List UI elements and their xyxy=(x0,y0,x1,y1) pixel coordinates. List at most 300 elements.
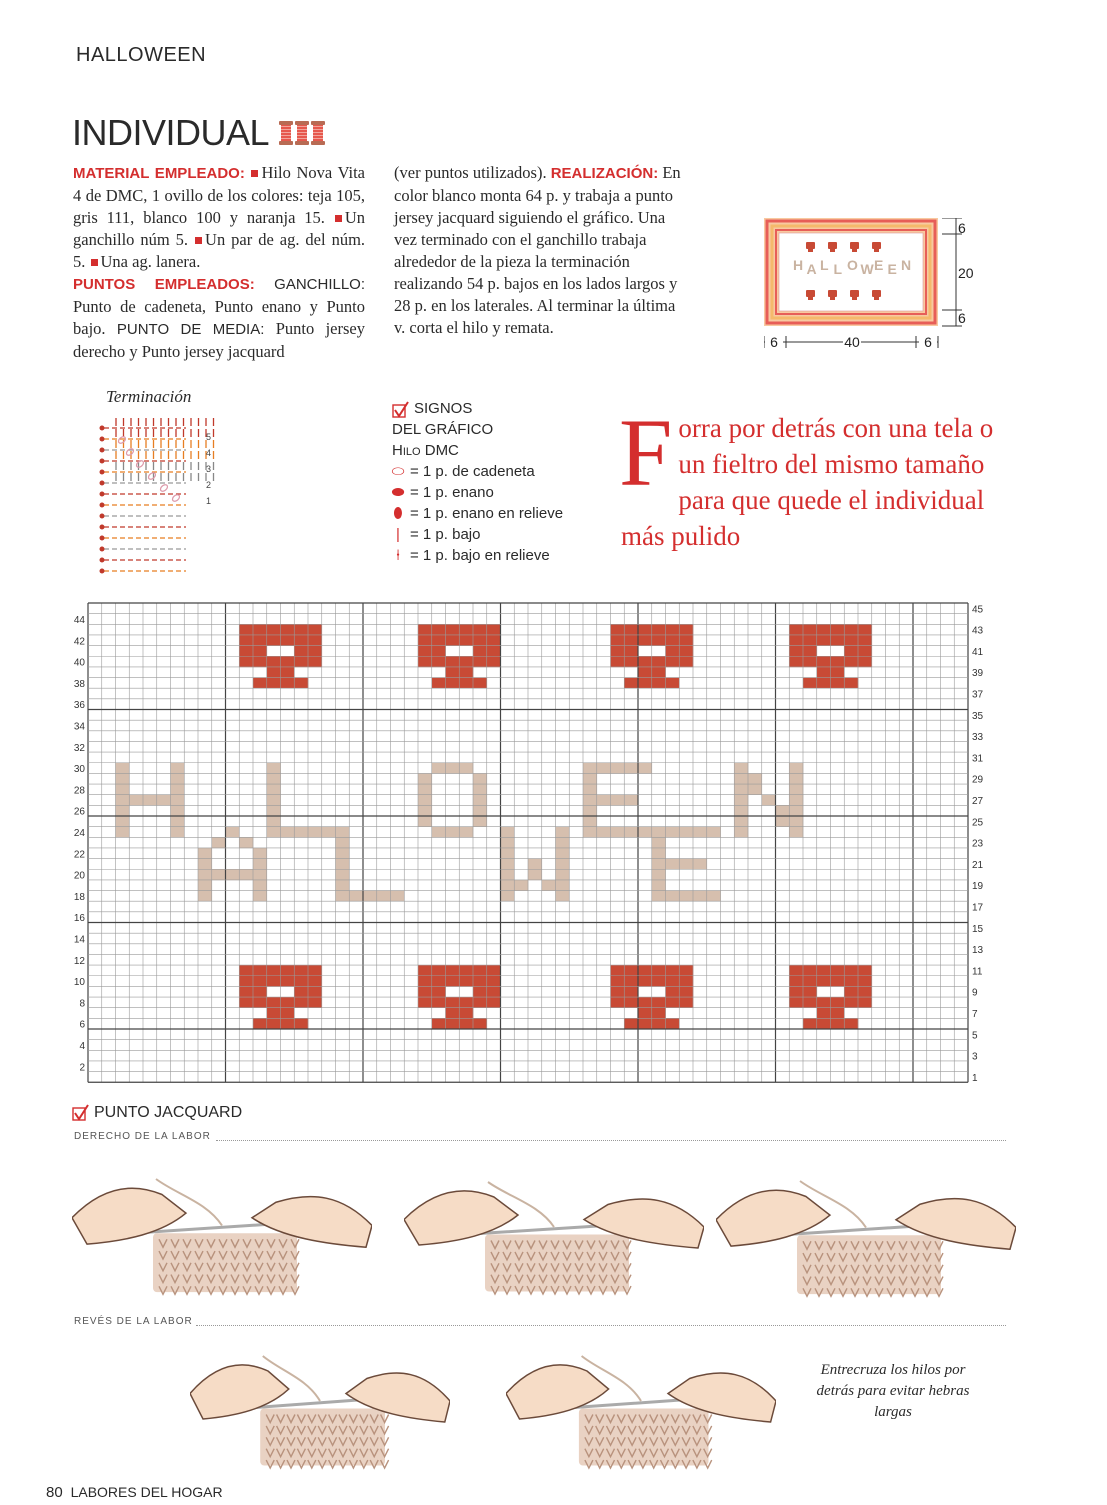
letter-cell xyxy=(116,784,130,795)
mini-skull xyxy=(828,242,837,249)
chain-loop xyxy=(171,493,180,502)
stitch-mark xyxy=(100,426,105,431)
skull-cell xyxy=(844,646,858,657)
letter-cell xyxy=(707,891,721,902)
letter-cell xyxy=(789,805,803,816)
letter-cell xyxy=(281,827,295,838)
letter-cell xyxy=(253,859,267,870)
mini-skull xyxy=(850,242,859,249)
signos-title: SIGNOS xyxy=(414,400,473,417)
skull-cell xyxy=(294,678,308,689)
letter-cell xyxy=(446,827,460,838)
letter-cell xyxy=(267,763,281,774)
skull-cell xyxy=(844,656,858,667)
letter-cell xyxy=(556,869,570,880)
skull-cell xyxy=(666,1018,680,1029)
row-label-left: 38 xyxy=(73,678,85,690)
skull-cell xyxy=(611,986,625,997)
skull-cell xyxy=(624,678,638,689)
mini-skull xyxy=(806,290,815,297)
letter-cell xyxy=(418,816,432,827)
stitch-mark xyxy=(100,503,105,508)
skull-cell xyxy=(281,976,295,987)
row-label-right: 13 xyxy=(972,945,984,957)
mini-skull xyxy=(828,290,837,297)
skull-cell xyxy=(487,986,501,997)
skull-cell xyxy=(666,635,680,646)
skull-cell xyxy=(253,678,267,689)
letter-cell xyxy=(583,773,597,784)
skull-cell xyxy=(638,976,652,987)
skull-cell xyxy=(666,986,680,997)
row-label-right: 39 xyxy=(972,668,984,680)
row-label-left: 6 xyxy=(79,1019,85,1031)
letter-cell xyxy=(116,816,130,827)
skull-cell xyxy=(281,667,295,678)
skull-cell xyxy=(817,997,831,1008)
media-note: (ver puntos utilizados). xyxy=(394,163,547,182)
skull-cell xyxy=(803,624,817,635)
skull-cell xyxy=(294,986,308,997)
letter-cell xyxy=(377,891,391,902)
puntos-label: PUNTOS EMPLEADOS: xyxy=(73,276,255,293)
skull-cell xyxy=(666,646,680,657)
letter-cell xyxy=(501,880,515,891)
stitch-mark xyxy=(100,558,105,563)
letter-cell xyxy=(789,784,803,795)
letter-cell xyxy=(143,795,157,806)
letter-cell xyxy=(267,773,281,784)
skull-cell xyxy=(789,976,803,987)
skull-cell xyxy=(253,624,267,635)
row-label-right: 37 xyxy=(972,689,984,701)
skull-cell xyxy=(487,635,501,646)
skull-cell xyxy=(831,976,845,987)
letter-cell xyxy=(501,827,515,838)
mini-word-letter: H xyxy=(793,257,804,273)
skull-cell xyxy=(844,976,858,987)
skull-cell xyxy=(446,976,460,987)
letter-cell xyxy=(198,848,212,859)
skull-cell xyxy=(652,1008,666,1019)
skull-cell xyxy=(267,624,281,635)
letter-cell xyxy=(253,869,267,880)
chain-loop xyxy=(159,483,168,492)
skull-cell xyxy=(803,1018,817,1029)
skull-cell xyxy=(459,656,473,667)
row-label-right: 3 xyxy=(972,1051,978,1063)
letter-cell xyxy=(501,869,515,880)
letter-cell xyxy=(762,795,776,806)
row-label-left: 24 xyxy=(73,827,85,839)
skull-cell xyxy=(418,635,432,646)
dimension-label: 6 xyxy=(924,334,932,350)
letter-cell xyxy=(116,773,130,784)
letter-cell xyxy=(336,880,350,891)
letter-cell xyxy=(652,837,666,848)
letter-cell xyxy=(693,891,707,902)
letter-cell xyxy=(239,869,253,880)
letter-cell xyxy=(734,773,748,784)
letter-cell xyxy=(666,891,680,902)
row-label-left: 22 xyxy=(73,849,85,861)
single-crochet-icon: | xyxy=(396,526,400,543)
mini-word-letter: W xyxy=(860,261,874,277)
hands-illustration-3 xyxy=(716,1150,1016,1305)
skull-cell xyxy=(239,646,253,657)
letter-cell xyxy=(226,869,240,880)
skull-cell xyxy=(267,997,281,1008)
skull-cell xyxy=(432,1018,446,1029)
skull-cell xyxy=(679,646,693,657)
letter-cell xyxy=(446,763,460,774)
skull-cell xyxy=(418,997,432,1008)
skull-cell xyxy=(459,635,473,646)
letter-cell xyxy=(776,805,790,816)
letter-cell xyxy=(734,795,748,806)
chain-icon: ⬭ xyxy=(391,463,405,480)
row-label-right: 31 xyxy=(972,753,984,765)
letter-cell xyxy=(556,848,570,859)
skull-cell xyxy=(267,667,281,678)
mini-skull xyxy=(808,297,813,300)
slip-stitch-icon: ⬬ xyxy=(391,484,405,501)
letter-cell xyxy=(473,773,487,784)
skull-cell xyxy=(817,965,831,976)
skull-cell xyxy=(459,965,473,976)
letter-cell xyxy=(267,805,281,816)
letter-cell xyxy=(116,763,130,774)
skull-cell xyxy=(652,1018,666,1029)
row-label-right: 5 xyxy=(972,1030,978,1042)
letter-cell xyxy=(679,859,693,870)
pull-quote xyxy=(619,399,1016,554)
mini-word-letter: N xyxy=(901,257,912,273)
magazine-name: LABORES DEL HOGAR xyxy=(70,1484,223,1500)
row-label-right: 11 xyxy=(972,966,983,978)
skull-cell xyxy=(432,997,446,1008)
row-label-right: 15 xyxy=(972,923,984,935)
letter-cell xyxy=(734,763,748,774)
skull-cell xyxy=(239,986,253,997)
letter-cell xyxy=(556,891,570,902)
skull-cell xyxy=(294,624,308,635)
check-icon xyxy=(392,401,410,419)
mini-skull xyxy=(872,242,881,249)
letter-cell xyxy=(789,763,803,774)
skull-cell xyxy=(267,1008,281,1019)
skull-cell xyxy=(473,635,487,646)
skull-cell xyxy=(789,624,803,635)
skull-cell xyxy=(267,635,281,646)
skull-cell xyxy=(308,624,322,635)
skull-cell xyxy=(446,1018,460,1029)
skull-cell xyxy=(817,678,831,689)
signos-item xyxy=(392,545,563,566)
stitch-mark xyxy=(100,547,105,552)
letter-cell xyxy=(253,880,267,891)
skull-cell xyxy=(624,624,638,635)
spool-icon xyxy=(295,121,309,145)
skull-cell xyxy=(459,624,473,635)
skull-cell xyxy=(831,656,845,667)
letter-cell xyxy=(528,869,542,880)
row-label-left: 12 xyxy=(73,955,85,967)
skull-cell xyxy=(487,976,501,987)
letter-cell xyxy=(528,859,542,870)
skull-cell xyxy=(253,646,267,657)
letter-cell xyxy=(363,891,377,902)
letter-cell xyxy=(294,827,308,838)
skull-cell xyxy=(418,965,432,976)
skull-cell xyxy=(844,965,858,976)
letter-cell xyxy=(336,869,350,880)
letter-cell xyxy=(391,891,405,902)
jacquard-chart xyxy=(70,595,1020,1083)
letter-cell xyxy=(253,848,267,859)
title-text: INDIVIDUAL xyxy=(72,112,270,153)
letter-cell xyxy=(556,880,570,891)
letter-cell xyxy=(583,816,597,827)
skull-cell xyxy=(638,635,652,646)
signos-legend xyxy=(392,398,563,566)
skull-cell xyxy=(432,624,446,635)
letter-cell xyxy=(212,837,226,848)
pull-quote-text: orra por detrás con una tela o un fieltro del mismo tamaño para que quede el individual más pulido xyxy=(621,413,994,551)
skull-cell xyxy=(487,656,501,667)
letter-cell xyxy=(556,859,570,870)
skull-cell xyxy=(831,678,845,689)
page-title xyxy=(72,112,325,154)
mini-word-letter: E xyxy=(887,261,897,277)
terminacion-title: Terminación xyxy=(106,387,192,406)
skull-cell xyxy=(459,997,473,1008)
letter-cell xyxy=(666,859,680,870)
skull-cell xyxy=(638,965,652,976)
letter-cell xyxy=(129,795,143,806)
letter-cell xyxy=(226,827,240,838)
signos-item xyxy=(392,503,563,524)
row-label-left: 8 xyxy=(79,998,85,1010)
skull-cell xyxy=(459,678,473,689)
skull-cell xyxy=(294,997,308,1008)
letter-cell xyxy=(198,880,212,891)
row-label-left: 28 xyxy=(73,785,85,797)
skull-cell xyxy=(432,635,446,646)
letter-cell xyxy=(542,880,556,891)
stitch-mark xyxy=(100,525,105,530)
skull-cell xyxy=(844,1018,858,1029)
raised-slip-icon: ⬮ xyxy=(393,505,403,522)
skull-cell xyxy=(459,976,473,987)
media-label: PUNTO DE MEDIA: xyxy=(116,321,265,338)
skull-cell xyxy=(817,976,831,987)
skull-cell xyxy=(831,635,845,646)
letter-cell xyxy=(693,827,707,838)
skull-cell xyxy=(487,624,501,635)
letter-cell xyxy=(666,827,680,838)
letter-cell xyxy=(116,827,130,838)
dimension-label: 6 xyxy=(958,310,966,326)
letter-cell xyxy=(638,827,652,838)
skull-cell xyxy=(239,624,253,635)
skull-cell xyxy=(281,656,295,667)
skull-cell xyxy=(446,678,460,689)
letter-cell xyxy=(198,891,212,902)
letter-cell xyxy=(267,827,281,838)
chain-loop xyxy=(117,435,126,444)
stitch-mark xyxy=(100,459,105,464)
terminacion-row-label: 3 xyxy=(206,464,212,474)
section-label: HALLOWEEN xyxy=(76,44,207,66)
skull-cell xyxy=(679,635,693,646)
letter-cell xyxy=(597,795,611,806)
page-number: 80 xyxy=(46,1484,63,1501)
skull-cell xyxy=(446,624,460,635)
skull-cell xyxy=(638,1008,652,1019)
row-label-left: 26 xyxy=(73,806,85,818)
row-label-left: 10 xyxy=(73,977,85,989)
letter-cell xyxy=(171,827,185,838)
skull-cell xyxy=(432,976,446,987)
letter-cell xyxy=(652,827,666,838)
skull-cell xyxy=(624,997,638,1008)
skull-cell xyxy=(858,997,872,1008)
spool-icon xyxy=(279,121,293,145)
hands-illustration-2 xyxy=(404,1152,704,1302)
letter-cell xyxy=(624,763,638,774)
letter-cell xyxy=(734,827,748,838)
skull-cell xyxy=(638,997,652,1008)
check-icon xyxy=(72,1104,90,1122)
skull-cell xyxy=(473,624,487,635)
row-label-left: 40 xyxy=(73,657,85,669)
letter-cell xyxy=(652,880,666,891)
letter-cell xyxy=(624,795,638,806)
skull-cell xyxy=(638,624,652,635)
ganchillo-label: GANCHILLO: xyxy=(274,276,366,293)
signos-subtitle: DEL GRÁFICO xyxy=(392,421,494,438)
letter-cell xyxy=(157,795,171,806)
letter-cell xyxy=(679,827,693,838)
letter-cell xyxy=(473,805,487,816)
skull-cell xyxy=(803,997,817,1008)
skull-cell xyxy=(611,976,625,987)
letter-cell xyxy=(171,795,185,806)
skull-cell xyxy=(858,656,872,667)
skull-cell xyxy=(789,646,803,657)
chain-loop xyxy=(147,471,156,480)
skull-cell xyxy=(267,976,281,987)
letter-cell xyxy=(267,795,281,806)
letter-cell xyxy=(583,763,597,774)
dimension-label: 6 xyxy=(958,220,966,236)
skull-cell xyxy=(803,678,817,689)
skull-cell xyxy=(679,656,693,667)
derecho-label: DERECHO DE LA LABOR xyxy=(74,1131,211,1142)
skull-cell xyxy=(473,656,487,667)
letter-cell xyxy=(473,784,487,795)
skull-cell xyxy=(803,986,817,997)
material-item: Una ag. lanera. xyxy=(100,252,201,271)
skull-cell xyxy=(789,656,803,667)
skull-cell xyxy=(432,986,446,997)
skull-cell xyxy=(624,986,638,997)
skull-cell xyxy=(239,635,253,646)
skull-cell xyxy=(858,635,872,646)
stitch-mark xyxy=(100,481,105,486)
skull-cell xyxy=(281,635,295,646)
stitch-mark xyxy=(100,569,105,574)
skull-cell xyxy=(652,656,666,667)
letter-cell xyxy=(501,859,515,870)
skull-cell xyxy=(473,997,487,1008)
skull-cell xyxy=(239,656,253,667)
skull-cell xyxy=(831,965,845,976)
skull-cell xyxy=(446,656,460,667)
skull-cell xyxy=(253,1018,267,1029)
letter-cell xyxy=(171,816,185,827)
skull-cell xyxy=(652,997,666,1008)
letter-cell xyxy=(789,795,803,806)
skull-cell xyxy=(638,656,652,667)
skull-cell xyxy=(308,646,322,657)
stitch-mark xyxy=(100,448,105,453)
letter-cell xyxy=(652,848,666,859)
signos-item xyxy=(392,482,563,503)
letter-cell xyxy=(473,816,487,827)
skull-cell xyxy=(446,965,460,976)
letter-cell xyxy=(776,816,790,827)
row-label-right: 29 xyxy=(972,774,984,786)
stitch-mark xyxy=(100,470,105,475)
skull-cell xyxy=(267,656,281,667)
letter-cell xyxy=(198,869,212,880)
skull-cell xyxy=(611,624,625,635)
mini-skull xyxy=(830,249,835,252)
jacquard-title: PUNTO JACQUARD xyxy=(94,1104,243,1121)
mini-skull xyxy=(830,297,835,300)
letter-cell xyxy=(473,795,487,806)
terminacion-row-label: 2 xyxy=(206,480,212,490)
skull-cell xyxy=(844,997,858,1008)
skull-cell xyxy=(446,667,460,678)
terminacion-row-label: 5 xyxy=(206,432,212,442)
stitch-mark xyxy=(100,514,105,519)
letter-cell xyxy=(239,837,253,848)
mini-skull xyxy=(852,249,857,252)
skull-cell xyxy=(432,965,446,976)
row-label-right: 45 xyxy=(972,604,984,616)
letter-cell xyxy=(501,837,515,848)
skull-cell xyxy=(817,656,831,667)
row-label-left: 34 xyxy=(73,721,85,733)
skull-cell xyxy=(308,976,322,987)
mini-skull xyxy=(872,290,881,297)
skull-cell xyxy=(267,678,281,689)
skull-cell xyxy=(473,678,487,689)
letter-cell xyxy=(652,869,666,880)
letter-cell xyxy=(432,763,446,774)
letter-cell xyxy=(171,763,185,774)
skull-cell xyxy=(294,635,308,646)
terminacion-diagram xyxy=(96,410,226,580)
letter-cell xyxy=(418,805,432,816)
divider xyxy=(216,1140,1006,1141)
skull-cell xyxy=(253,986,267,997)
skull-cell xyxy=(803,656,817,667)
skull-cell xyxy=(418,656,432,667)
